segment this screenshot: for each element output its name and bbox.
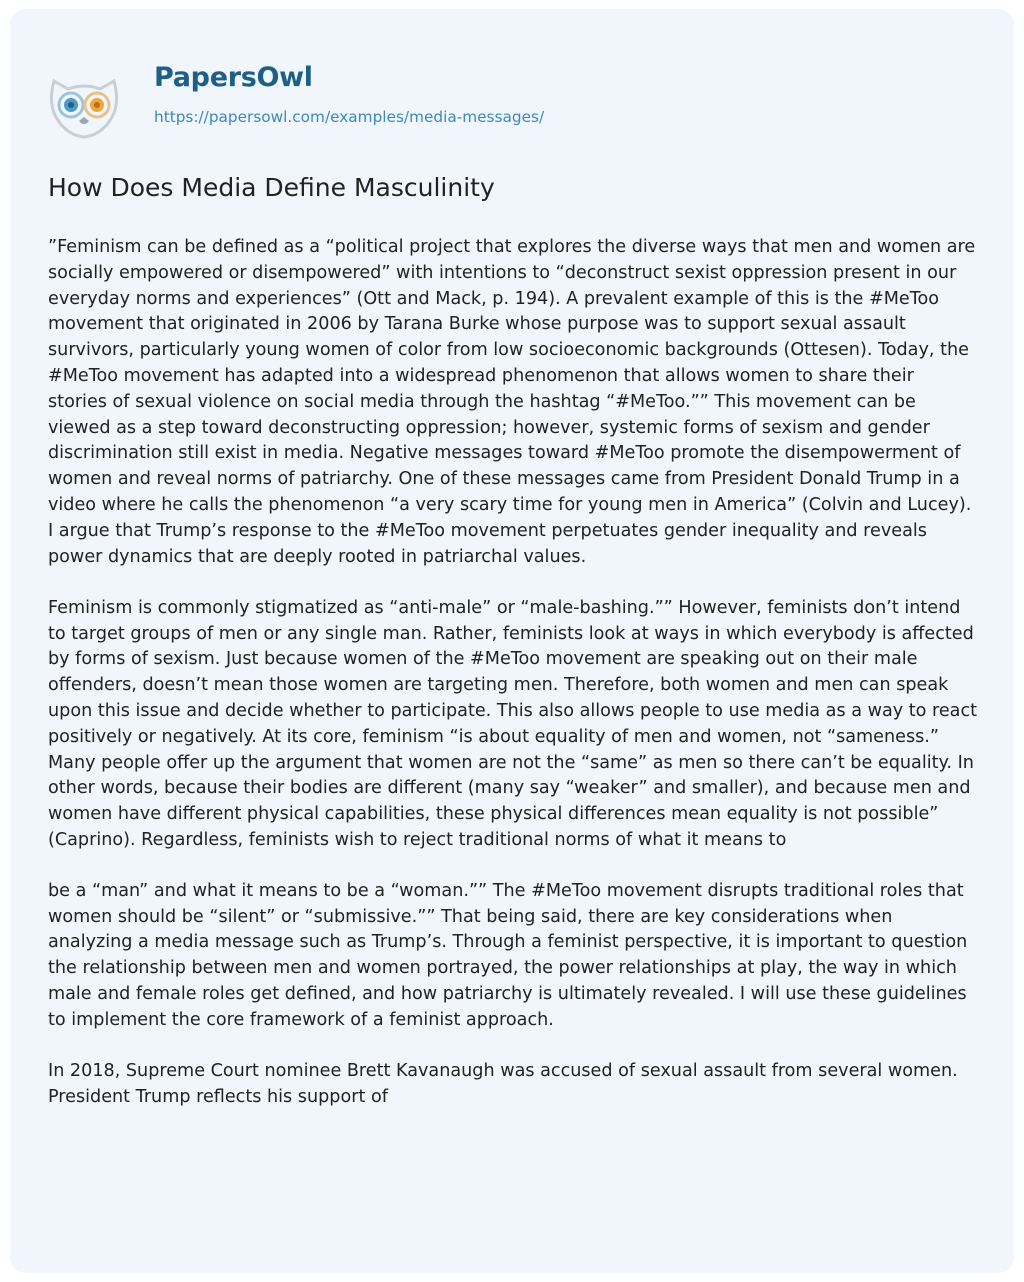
essay-body	[48, 235, 978, 1136]
paragraph: ”Feminism can be defined as a “political project that explores the diverse ways that men and women are socially empowered or disempowered” with intentions to “deconstruct sexist oppression present in our everyday norms and experiences” (Ott and Mack, p. 194). A prevalent example of this is the #MeToo movement that originated in 2006 by Tarana Burke whose purpose was to support sexual assault survivors, particularly young women of color from low socioeconomic backgrounds (Ottesen). Today, the #MeToo movement has adapted into a widespread phenomenon that allows women to share their stories of sexual violence on social media through the hashtag “#MeToo.”” This movement can be viewed as a step toward deconstructing oppression; however, systemic forms of sexism and gender discrimination still exist in media. Negative messages toward #MeToo promote the disempowerment of women and reveal norms of patriarchy. One of these messages came from President Donald Trump in a video where he calls the phenomenon “a very scary time for young men in America” (Colvin and Lucey). I argue that Trump’s response to the #MeToo movement perpetuates gender inequality and reveals power dynamics that are deeply rooted in patriarchal values.	[48, 237, 976, 567]
brand-name[interactable]: PapersOwl	[154, 62, 313, 93]
paragraph: In 2018, Supreme Court nominee Brett Kavanaugh was accused of sexual assault from several women. President Trump reflects his support of	[48, 1060, 958, 1107]
owl-logo-icon[interactable]	[48, 77, 120, 139]
source-url-link[interactable]: https://papersowl.com/examples/media-messages/	[154, 108, 545, 126]
page-title: How Does Media Define Masculinity	[48, 173, 495, 202]
brand-block	[154, 62, 544, 128]
paragraph: Feminism is commonly stigmatized as “anti-male” or “male-bashing.”” However, feminists don’t intend to target groups of men or any single man. Rather, feminists look at ways in which everybody is affected by forms of sexism. Just because women of the #MeToo movement are speaking out on their male offenders, doesn’t mean those women are targeting men. Therefore, both women and men can speak upon this issue and decide whether to participate. This also allows people to use media as a way to react positively or negatively. At its core, feminism “is about equality of men and women, not “sameness.” Many people offer up the argument that women are not the “same” as men so there can’t be equality. In other words, because their bodies are different (many say “weaker” and smaller), and because men and women have different physical capabilities, these physical differences mean equality is not possible” (Caprino). Regardless, feminists wish to reject traditional norms of what it means to	[48, 597, 978, 850]
paragraph: be a “man” and what it means to be a “woman.”” The #MeToo movement disrupts traditional roles that women should be “silent” or “submissive.”” That being said, there are key considerations when analyzing a media message such as Trump’s. Through a feminist perspective, it is important to question the relationship between men and women portrayed, the power relationships at play, the way in which male and female roles get defined, and how patriarchy is ultimately revealed. I will use these guidelines to implement the core framework of a feminist approach.	[48, 880, 968, 1030]
